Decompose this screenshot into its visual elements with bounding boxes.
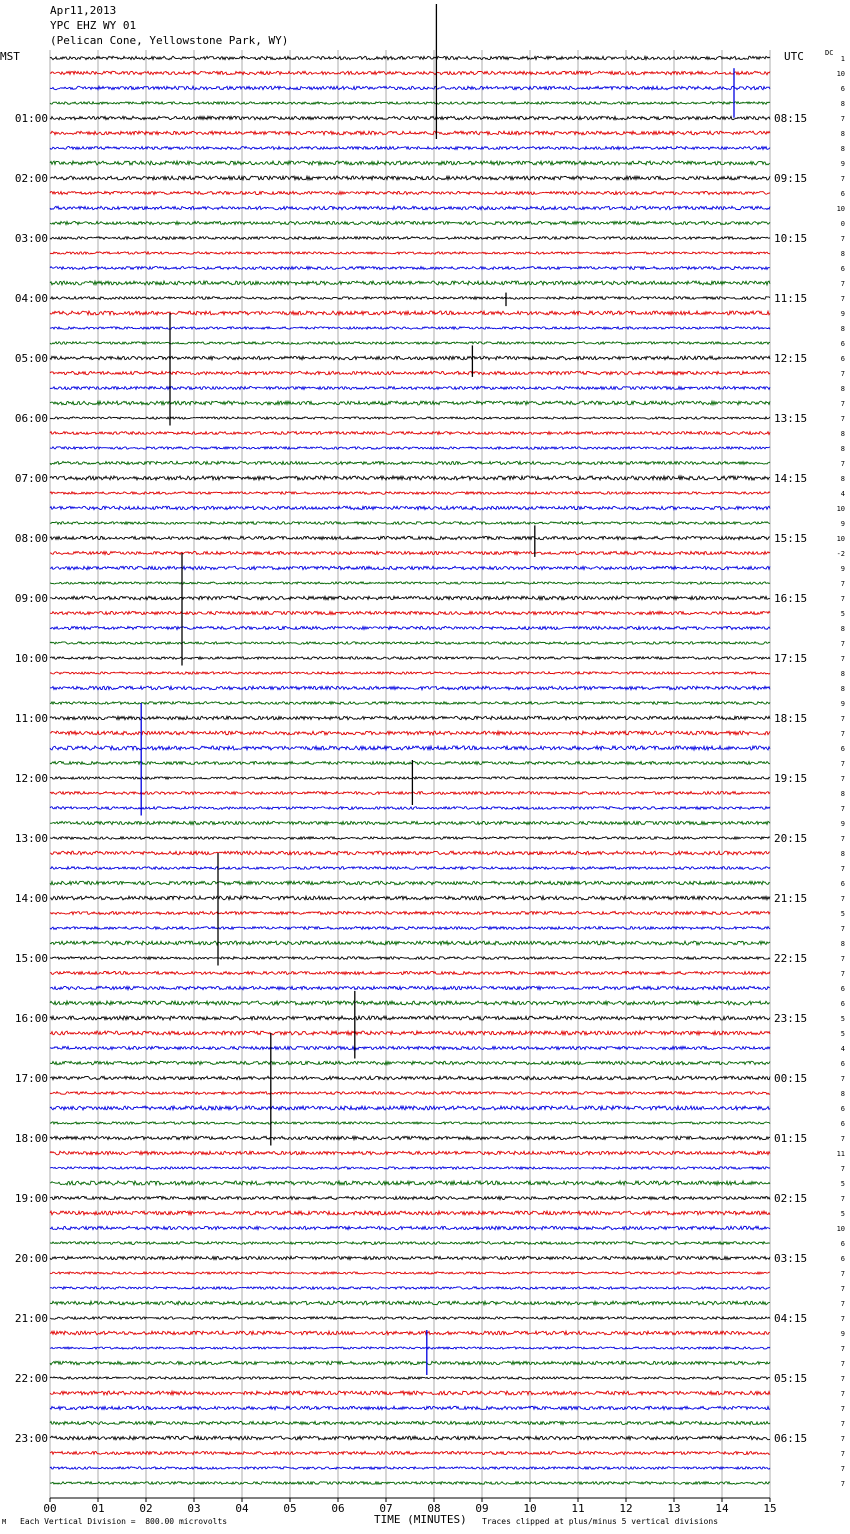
left-hour-label: 17:00	[14, 1072, 48, 1085]
x-tick-label: 07	[379, 1502, 393, 1515]
trace-line	[50, 1347, 770, 1349]
dc-offset-label: 5	[840, 610, 845, 618]
trace-line	[50, 1046, 770, 1049]
left-hour-label: 18:00	[14, 1132, 48, 1145]
right-hour-label: 17:15	[774, 652, 808, 665]
trace-line	[50, 941, 770, 945]
dc-offset-label: 5	[840, 910, 845, 918]
trace-line	[50, 522, 770, 525]
dc-offset-label: 5	[840, 1180, 845, 1188]
x-tick-label: 08	[427, 1502, 441, 1515]
dc-offset-label: 7	[840, 295, 845, 303]
dc-offset-label: 6	[840, 745, 845, 753]
trace-line	[50, 206, 770, 209]
dc-offset-label: 8	[840, 250, 845, 258]
trace-line	[50, 1287, 770, 1290]
trace-line	[50, 71, 770, 74]
trace-line	[50, 837, 770, 839]
left-hour-label: 23:00	[14, 1432, 48, 1445]
right-hour-label: 15:15	[774, 532, 808, 545]
trace-line	[50, 746, 770, 750]
trace-lines	[50, 56, 770, 1484]
dc-offset-label: 7	[840, 115, 845, 123]
trace-line	[50, 401, 770, 405]
dc-offset-label: 8	[840, 385, 845, 393]
dc-offset-label: 10	[836, 535, 845, 543]
dc-offset-label: 6	[840, 85, 845, 93]
left-hour-label: 12:00	[14, 772, 48, 785]
trace-line	[50, 131, 770, 135]
trace-line	[50, 762, 770, 765]
trace-line	[50, 1226, 770, 1229]
right-hour-label: 00:15	[774, 1072, 808, 1085]
dc-offset-label: 8	[840, 670, 845, 678]
trace-line	[50, 56, 770, 59]
trace-line	[50, 1421, 770, 1424]
trace-line	[50, 432, 770, 435]
x-tick-label: 01	[91, 1502, 105, 1515]
left-hour-labels	[15, 112, 48, 1445]
dc-offset-label: 8	[840, 145, 845, 153]
x-tick-label: 10	[523, 1502, 537, 1515]
left-hour-label: 05:00	[14, 352, 48, 365]
trace-line	[50, 867, 770, 870]
trace-line	[50, 1167, 770, 1169]
right-hour-label: 13:15	[774, 412, 808, 425]
trace-line	[50, 1451, 770, 1454]
dc-offset-label: 6	[840, 880, 845, 888]
x-tick-label: 11	[571, 1502, 585, 1515]
trace-line	[50, 642, 770, 645]
dc-offset-label: 8	[840, 1090, 845, 1098]
dc-offset-label: 1	[840, 55, 845, 63]
trace-line	[50, 342, 770, 344]
dc-offset-label: 7	[840, 280, 845, 288]
dc-offset-label: 7	[840, 970, 845, 978]
right-hour-label: 21:15	[774, 892, 808, 905]
dc-offset-label: 7	[840, 1405, 845, 1413]
dc-offset-label: 7	[840, 655, 845, 663]
dc-offset-label: 6	[840, 1000, 845, 1008]
trace-line	[50, 161, 770, 165]
trace-line	[50, 551, 770, 554]
trace-line	[50, 596, 770, 600]
scale-note: Each Vertical Division = 800.00 microvolts	[20, 1517, 228, 1526]
station-label: YPC EHZ WY 01	[50, 19, 137, 32]
trace-line	[50, 1016, 770, 1020]
left-hour-label: 19:00	[14, 1192, 48, 1205]
left-hour-label: 13:00	[14, 832, 48, 845]
dc-offset-label: 7	[840, 370, 845, 378]
right-hour-label: 14:15	[774, 472, 808, 485]
dc-offset-label: 7	[840, 865, 845, 873]
right-hour-label: 16:15	[774, 592, 808, 605]
dc-offset-label: 7	[840, 775, 845, 783]
dc-offset-label: 7	[840, 1345, 845, 1353]
dc-offset-label: 9	[840, 700, 845, 708]
trace-line	[50, 1331, 770, 1335]
trace-line	[50, 237, 770, 240]
trace-line	[50, 1196, 770, 1199]
date-label: Apr11,2013	[50, 4, 117, 17]
right-hour-label: 06:15	[774, 1432, 808, 1445]
trace-line	[50, 927, 770, 930]
dc-offset-label: 6	[840, 190, 845, 198]
trace-line	[50, 387, 770, 390]
dc-offset-label: 9	[840, 1330, 845, 1338]
trace-line	[50, 986, 770, 989]
dc-offset-label: 7	[840, 1465, 845, 1473]
x-tick-label: 00	[43, 1502, 57, 1515]
trace-line	[50, 1001, 770, 1005]
trace-line	[50, 657, 770, 659]
dc-offset-label: 9	[840, 160, 845, 168]
trace-line	[50, 1317, 770, 1319]
trace-line	[50, 1377, 770, 1379]
left-hour-label: 16:00	[14, 1012, 48, 1025]
left-hour-label: 15:00	[14, 952, 48, 965]
right-hour-label: 12:15	[774, 352, 808, 365]
right-hour-label: 03:15	[774, 1252, 808, 1265]
trace-line	[50, 476, 770, 480]
dc-offset-label: 7	[840, 1135, 845, 1143]
dc-offset-label: 8	[840, 475, 845, 483]
trace-line	[50, 611, 770, 614]
left-hour-label: 14:00	[14, 892, 48, 905]
dc-offset-label: 7	[840, 460, 845, 468]
dc-offset-label: 7	[840, 640, 845, 648]
trace-line	[50, 1467, 770, 1469]
x-tick-label: 14	[715, 1502, 729, 1515]
trace-line	[50, 447, 770, 449]
trace-line	[50, 1391, 770, 1395]
trace-line	[50, 821, 770, 824]
right-hour-label: 08:15	[774, 112, 808, 125]
x-tick-label: 03	[187, 1502, 201, 1515]
dc-offset-label: 7	[840, 580, 845, 588]
dc-offset-label: 8	[840, 685, 845, 693]
dc-offset-label: 5	[840, 1015, 845, 1023]
right-hour-label: 09:15	[774, 172, 808, 185]
x-tick-label: 15	[763, 1502, 777, 1515]
dc-offset-label: 5	[840, 1210, 845, 1218]
x-tick-label: 06	[331, 1502, 345, 1515]
dc-offset-label: 7	[840, 1165, 845, 1173]
dc-offset-label: 7	[840, 595, 845, 603]
right-hour-label: 23:15	[774, 1012, 808, 1025]
dc-offset-label: 6	[840, 340, 845, 348]
dc-offset-label: 7	[840, 175, 845, 183]
right-hour-labels	[774, 112, 807, 1445]
trace-line	[50, 297, 770, 300]
trace-line	[50, 1482, 770, 1485]
trace-line	[50, 777, 770, 779]
dc-offset-label: 8	[840, 625, 845, 633]
trace-line	[50, 1106, 770, 1110]
trace-line	[50, 1151, 770, 1155]
left-hour-label: 22:00	[14, 1372, 48, 1385]
trace-line	[50, 851, 770, 855]
dc-offset-label: 11	[836, 1150, 845, 1158]
trace-line	[50, 267, 770, 270]
dc-offset-label: 6	[840, 1120, 845, 1128]
trace-line	[50, 461, 770, 464]
right-hour-label: 04:15	[774, 1312, 808, 1325]
trace-line	[50, 582, 770, 584]
trace-line	[50, 102, 770, 104]
dc-offset-label: 7	[840, 1480, 845, 1488]
trace-line	[50, 492, 770, 495]
dc-offset-label: 7	[840, 1450, 845, 1458]
dc-offset-label: 8	[840, 940, 845, 948]
x-tick-label: 05	[283, 1502, 297, 1515]
dc-offset-label: 9	[840, 565, 845, 573]
dc-offset-label: 10	[836, 505, 845, 513]
dc-offset-label: 7	[840, 955, 845, 963]
x-tick-label: 09	[475, 1502, 489, 1515]
dc-offset-label: 7	[840, 1435, 845, 1443]
trace-line	[50, 86, 770, 89]
dc-offset-label: 4	[840, 490, 845, 498]
trace-line	[50, 147, 770, 150]
dc-offset-label: 10	[836, 1225, 845, 1233]
trace-line	[50, 1031, 770, 1035]
trace-line	[50, 176, 770, 180]
trace-line	[50, 911, 770, 914]
dc-offset-label: 7	[840, 1375, 845, 1383]
trace-line	[50, 281, 770, 285]
dc-offset-label: 6	[840, 985, 845, 993]
trace-line	[50, 116, 770, 119]
right-hour-label: 05:15	[774, 1372, 808, 1385]
left-hour-label: 02:00	[14, 172, 48, 185]
dc-offset-label: 8	[840, 850, 845, 858]
dc-offset-label: 7	[840, 400, 845, 408]
x-tick-label: 13	[667, 1502, 681, 1515]
dc-offset-label: 10	[836, 205, 845, 213]
dc-offset-label: 7	[840, 1360, 845, 1368]
left-hour-label: 01:00	[14, 112, 48, 125]
trace-line	[50, 807, 770, 810]
left-timezone-label: MST	[0, 50, 20, 63]
dc-offset-label: 8	[840, 100, 845, 108]
dc-offset-label: 9	[840, 310, 845, 318]
trace-line	[50, 731, 770, 735]
left-hour-label: 09:00	[14, 592, 48, 605]
trace-line	[50, 1272, 770, 1274]
dc-offset-label: 6	[840, 265, 845, 273]
dc-offset-label: 6	[840, 1240, 845, 1248]
dc-offset-label: 6	[840, 1255, 845, 1263]
trace-line	[50, 686, 770, 690]
left-hour-label: 10:00	[14, 652, 48, 665]
dc-offset-labels	[837, 55, 845, 1488]
trace-line	[50, 252, 770, 254]
trace-line	[50, 566, 770, 569]
trace-line	[50, 1256, 770, 1259]
dc-offset-label: 7	[840, 235, 845, 243]
trace-line	[50, 672, 770, 674]
trace-line	[50, 626, 770, 629]
trace-line	[50, 972, 770, 975]
left-hour-label: 21:00	[14, 1312, 48, 1325]
right-hour-label: 18:15	[774, 712, 808, 725]
x-tick-label: 12	[619, 1502, 633, 1515]
trace-line	[50, 1242, 770, 1245]
footer-mark: M	[2, 1518, 7, 1526]
dc-offset-label: 7	[840, 760, 845, 768]
right-hour-label: 01:15	[774, 1132, 808, 1145]
dc-offset-label: 7	[840, 1285, 845, 1293]
trace-line	[50, 1211, 770, 1215]
trace-line	[50, 536, 770, 539]
trace-line	[50, 417, 770, 419]
trace-line	[50, 702, 770, 705]
left-hour-label: 20:00	[14, 1252, 48, 1265]
dc-offset-label: 7	[840, 730, 845, 738]
trace-line	[50, 1061, 770, 1064]
trace-line	[50, 1361, 770, 1364]
right-hour-label: 10:15	[774, 232, 808, 245]
dc-offset-label: 7	[840, 1195, 845, 1203]
dc-offset-label: 0	[840, 220, 845, 228]
trace-line	[50, 191, 770, 194]
trace-line	[50, 1092, 770, 1095]
dc-offset-label: 7	[840, 415, 845, 423]
dc-offset-label: -2	[836, 550, 845, 558]
trace-line	[50, 1406, 770, 1409]
dc-offset-label: 5	[840, 1030, 845, 1038]
left-hour-label: 07:00	[14, 472, 48, 485]
dc-offset-label: 9	[840, 520, 845, 528]
x-tick-label: 02	[139, 1502, 153, 1515]
dc-offset-label: 4	[840, 1045, 845, 1053]
right-timezone-label: UTC	[784, 50, 804, 63]
right-hour-label: 20:15	[774, 832, 808, 845]
dc-offset-label: 7	[840, 1075, 845, 1083]
trace-line	[50, 1136, 770, 1139]
dc-offset-label: 8	[840, 430, 845, 438]
dc-offset-label: 7	[840, 1420, 845, 1428]
trace-line	[50, 792, 770, 795]
right-hour-label: 22:15	[774, 952, 808, 965]
dc-offset-label: 7	[840, 1270, 845, 1278]
left-hour-label: 03:00	[14, 232, 48, 245]
trace-line	[50, 896, 770, 900]
dc-offset-label: 7	[840, 835, 845, 843]
trace-line	[50, 221, 770, 224]
trace-line	[50, 311, 770, 315]
dc-offset-label: 7	[840, 805, 845, 813]
dc-offset-label: 8	[840, 790, 845, 798]
trace-line	[50, 356, 770, 360]
dc-offset-label: 10	[836, 70, 845, 78]
dc-offset-label: 7	[840, 715, 845, 723]
trace-line	[50, 1076, 770, 1079]
left-hour-label: 06:00	[14, 412, 48, 425]
trace-line	[50, 1436, 770, 1440]
x-axis-title: TIME (MINUTES)	[374, 1513, 467, 1526]
right-hour-label: 19:15	[774, 772, 808, 785]
left-hour-label: 04:00	[14, 292, 48, 305]
trace-line	[50, 1301, 770, 1305]
dc-offset-label: 7	[840, 1315, 845, 1323]
dc-offset-label: 9	[840, 820, 845, 828]
dc-offset-label: 7	[840, 1300, 845, 1308]
dc-offset-label: 7	[840, 1390, 845, 1398]
dc-header-label: DC	[825, 49, 834, 57]
right-hour-label: 11:15	[774, 292, 808, 305]
trace-line	[50, 1181, 770, 1185]
right-hour-label: 02:15	[774, 1192, 808, 1205]
clip-note: Traces clipped at plus/minus 5 vertical divisions	[482, 1517, 719, 1526]
trace-line	[50, 327, 770, 329]
left-hour-label: 08:00	[14, 532, 48, 545]
left-hour-label: 11:00	[14, 712, 48, 725]
dc-offset-label: 8	[840, 130, 845, 138]
trace-line	[50, 506, 770, 509]
dc-offset-label: 6	[840, 1105, 845, 1113]
dc-offset-label: 6	[840, 355, 845, 363]
dc-offset-label: 8	[840, 325, 845, 333]
x-tick-label: 04	[235, 1502, 249, 1515]
trace-line	[50, 716, 770, 720]
dc-offset-label: 7	[840, 895, 845, 903]
trace-line	[50, 371, 770, 374]
trace-line	[50, 1122, 770, 1124]
dc-offset-label: 6	[840, 1060, 845, 1068]
dc-offset-label: 7	[840, 925, 845, 933]
dc-offset-label: 8	[840, 445, 845, 453]
location-label: (Pelican Cone, Yellowstone Park, WY)	[50, 34, 289, 47]
trace-line	[50, 957, 770, 960]
trace-line	[50, 881, 770, 885]
